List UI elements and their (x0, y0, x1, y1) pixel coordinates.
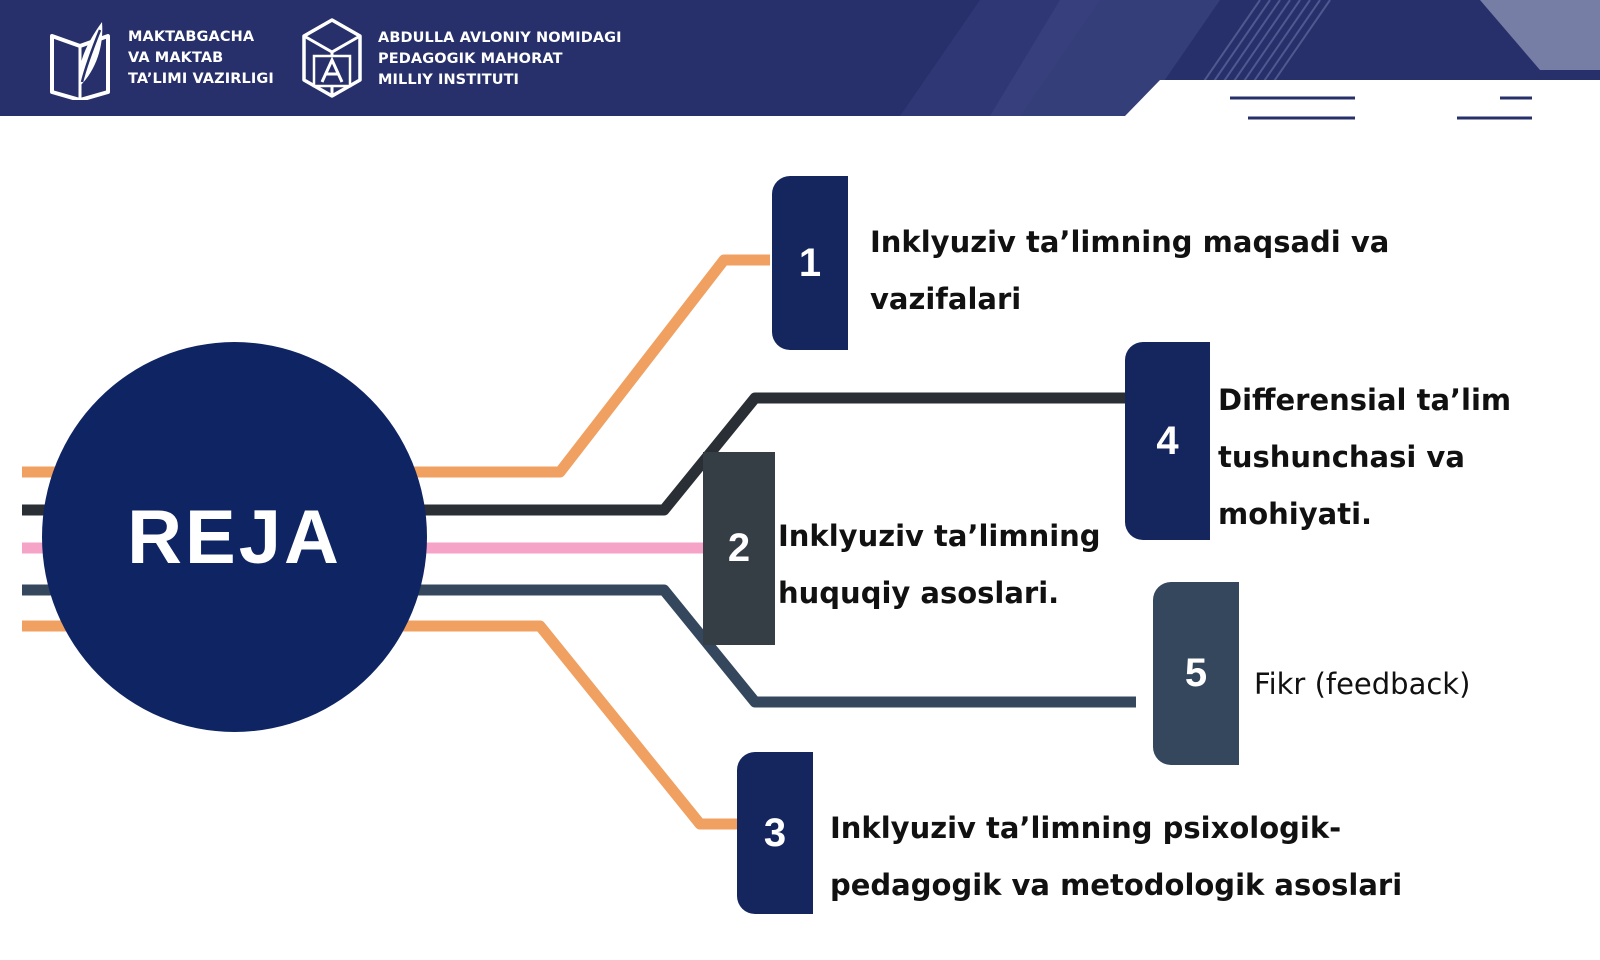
item-3-number: 3 (763, 810, 787, 855)
item-5-number-tab (1153, 582, 1239, 765)
item-3-number-tab (737, 752, 813, 914)
item-2-number: 2 (727, 526, 751, 570)
institute-name: ABDULLA AVLONIY NOMIDAGI PEDAGOGIK MAHORAT MILLIY INSTITUTI (378, 29, 622, 88)
item-5-number: 5 (1184, 651, 1208, 695)
plan-hub-circle (42, 342, 427, 732)
item-3-label: Inklyuziv ta’limning psixologik- pedagogik va metodologik asoslari (830, 811, 1403, 902)
ministry-name: MAKTABGACHA VA MAKTAB TA’LIMI VAZIRLIGI (128, 28, 274, 87)
item-1-number-tab (772, 176, 848, 350)
item-4-number: 4 (1156, 418, 1179, 463)
item-4-label: Differensial ta’lim tushunchasi va mohiyati. (1218, 383, 1512, 531)
item-5-label: Fikr (feedback) (1254, 667, 1471, 701)
item-1-label: Inklyuziv ta’limning maqsadi va vazifalari (870, 225, 1390, 316)
item-2-label: Inklyuziv ta’limning huquqiy asoslari. (778, 519, 1101, 610)
item-4-number-tab (1125, 342, 1210, 540)
item-1-number: 1 (798, 240, 822, 285)
hub-title: REJA (127, 494, 342, 580)
item-2-number-tab (703, 452, 775, 645)
